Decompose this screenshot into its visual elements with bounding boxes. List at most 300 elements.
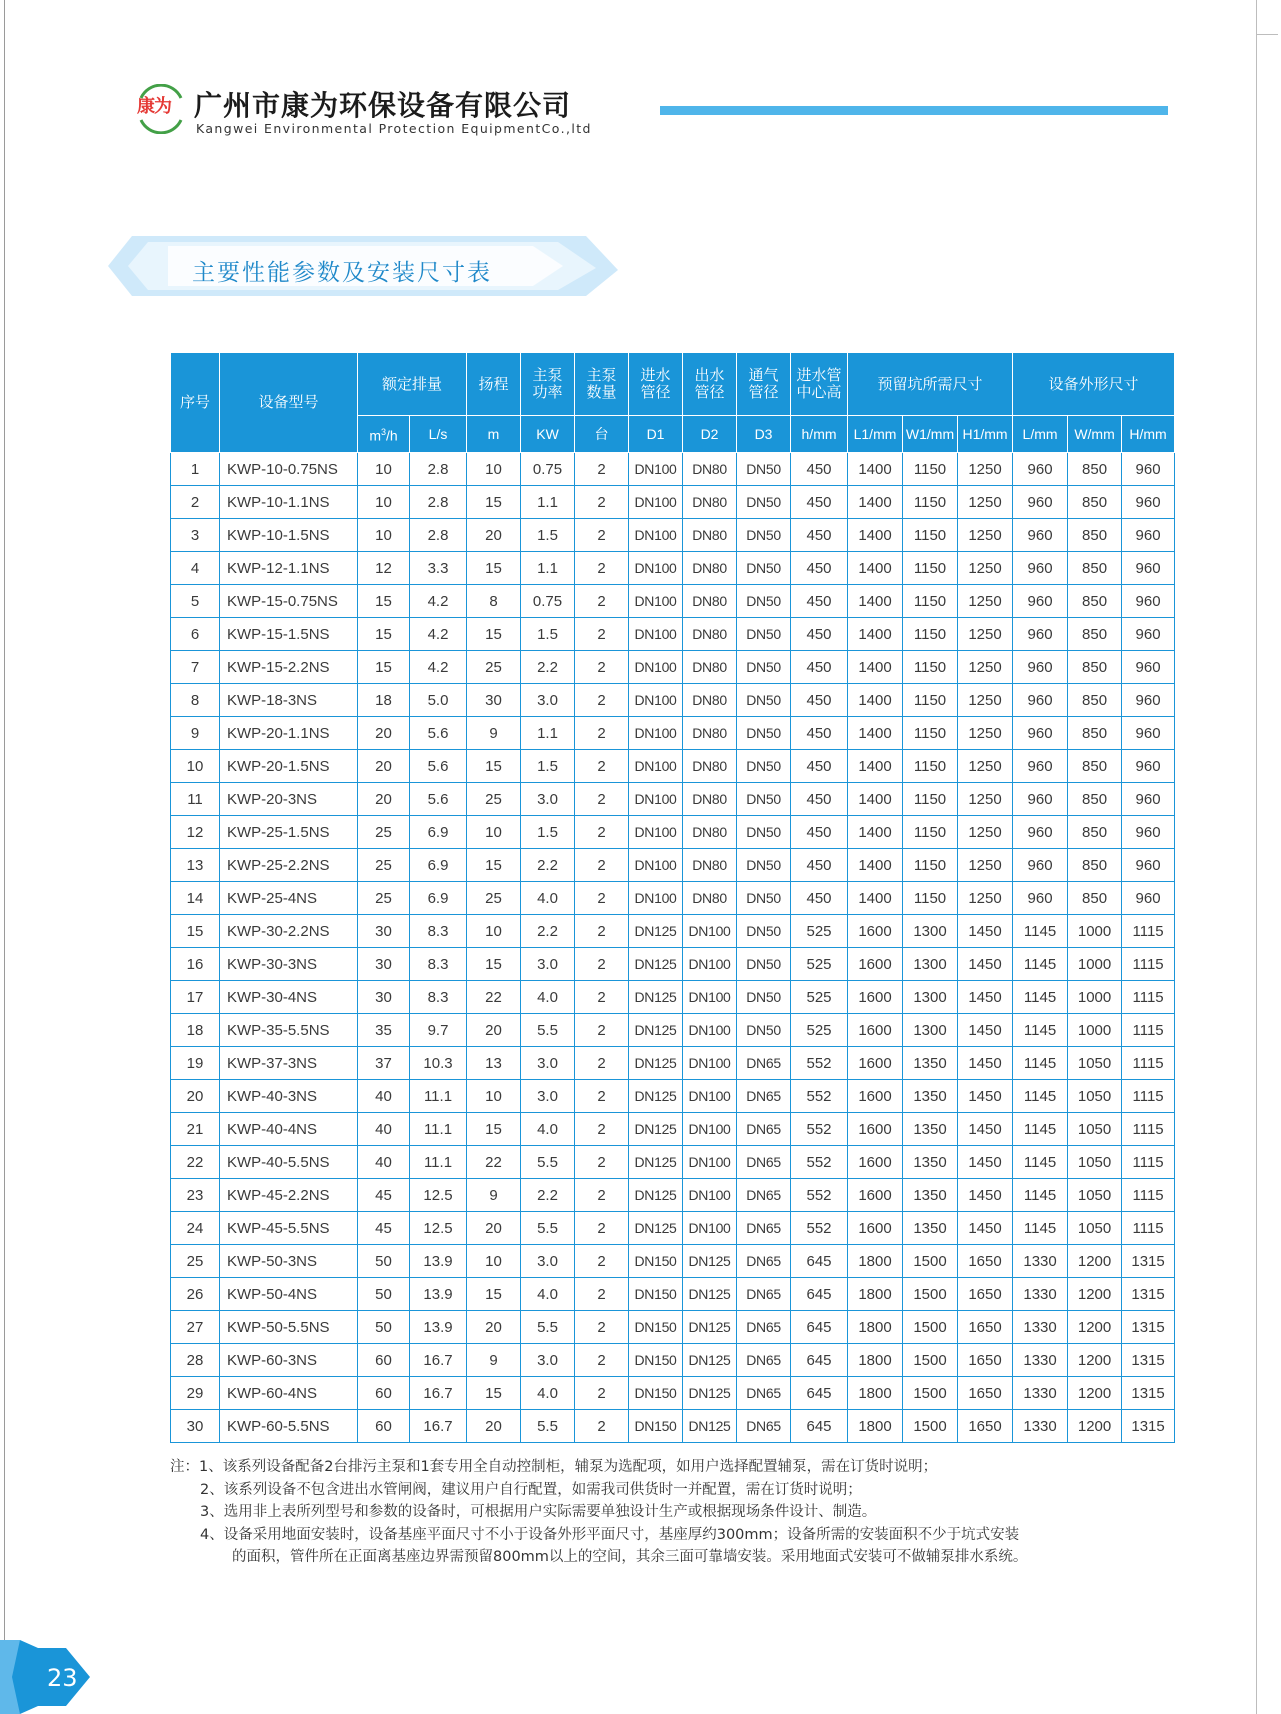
cell-flow-m3h: 40 (358, 1113, 410, 1146)
cell-h1: 1450 (958, 981, 1013, 1014)
cell-h-total: 1115 (1122, 981, 1175, 1014)
table-row (171, 750, 1175, 783)
cell-head: 15 (467, 552, 521, 585)
unit-count: 台 (575, 416, 629, 453)
cell-w: 1050 (1068, 1212, 1122, 1245)
cell-flow-ls: 16.7 (410, 1410, 467, 1443)
cell-w1: 1150 (903, 585, 958, 618)
table-row (171, 1080, 1175, 1113)
cell-model: KWP-30-3NS (220, 948, 358, 981)
cell-power: 5.5 (521, 1212, 575, 1245)
cell-flow-m3h: 60 (358, 1410, 410, 1443)
cell-model: KWP-10-1.1NS (220, 486, 358, 519)
cell-w1: 1300 (903, 1014, 958, 1047)
cell-head: 20 (467, 1311, 521, 1344)
cell-l: 1145 (1013, 948, 1068, 981)
cell-index: 24 (171, 1212, 220, 1245)
cell-head: 25 (467, 882, 521, 915)
cell-d1: DN125 (629, 1080, 683, 1113)
cell-power: 2.2 (521, 651, 575, 684)
cell-h1: 1250 (958, 684, 1013, 717)
cell-head: 13 (467, 1047, 521, 1080)
table-row (171, 1146, 1175, 1179)
cell-count: 2 (575, 849, 629, 882)
cell-d2: DN80 (683, 552, 737, 585)
cell-d3: DN50 (737, 783, 791, 816)
cell-power: 3.0 (521, 1245, 575, 1278)
cell-h: 450 (791, 684, 848, 717)
table-row (171, 981, 1175, 1014)
cell-index: 29 (171, 1377, 220, 1410)
col-header-pump-count: 主泵数量 (575, 353, 629, 416)
cell-flow-m3h: 50 (358, 1245, 410, 1278)
cell-h1: 1650 (958, 1245, 1013, 1278)
cell-l1: 1600 (848, 1014, 903, 1047)
cell-head: 22 (467, 1146, 521, 1179)
cell-flow-ls: 5.6 (410, 717, 467, 750)
cell-flow-m3h: 18 (358, 684, 410, 717)
table-row (171, 1179, 1175, 1212)
cell-l1: 1600 (848, 981, 903, 1014)
cell-h-total: 960 (1122, 519, 1175, 552)
cell-head: 10 (467, 1245, 521, 1278)
cell-l1: 1600 (848, 1080, 903, 1113)
cell-h1: 1250 (958, 816, 1013, 849)
cell-model: KWP-10-1.5NS (220, 519, 358, 552)
cell-d3: DN50 (737, 651, 791, 684)
cell-flow-m3h: 35 (358, 1014, 410, 1047)
cell-d1: DN100 (629, 519, 683, 552)
cell-h: 552 (791, 1179, 848, 1212)
cell-d2: DN125 (683, 1278, 737, 1311)
cell-h-total: 960 (1122, 816, 1175, 849)
cell-d2: DN80 (683, 684, 737, 717)
cell-l: 1330 (1013, 1311, 1068, 1344)
cell-head: 30 (467, 684, 521, 717)
cell-l: 960 (1013, 783, 1068, 816)
cell-count: 2 (575, 552, 629, 585)
spec-table (170, 352, 1175, 1443)
page-frame-corner (1256, 34, 1278, 35)
cell-w1: 1150 (903, 750, 958, 783)
cell-d2: DN125 (683, 1410, 737, 1443)
cell-power: 2.2 (521, 915, 575, 948)
cell-model: KWP-18-3NS (220, 684, 358, 717)
cell-w1: 1150 (903, 816, 958, 849)
table-header-row (171, 353, 1175, 416)
cell-d1: DN125 (629, 1179, 683, 1212)
cell-d3: DN50 (737, 717, 791, 750)
cell-power: 4.0 (521, 1377, 575, 1410)
unit-d1: D1 (629, 416, 683, 453)
cell-w1: 1300 (903, 915, 958, 948)
cell-power: 1.1 (521, 717, 575, 750)
unit-w1: W1/mm (903, 416, 958, 453)
cell-flow-ls: 8.3 (410, 981, 467, 1014)
cell-l1: 1400 (848, 486, 903, 519)
unit-l1: L1/mm (848, 416, 903, 453)
cell-d3: DN50 (737, 453, 791, 486)
cell-h1: 1250 (958, 882, 1013, 915)
note-1: 注：1、该系列设备配备2台排污主泵和1套专用全自动控制柜，辅泵为选配项，如用户选择配置辅泵，需在订货时说明； (170, 1459, 938, 1475)
note-2: 2、该系列设备不包含进出水管闸阀，建议用户自行配置，如需我司供货时一并配置，需在订货时说明； (200, 1481, 862, 1498)
cell-w1: 1500 (903, 1278, 958, 1311)
cell-h: 450 (791, 816, 848, 849)
cell-h1: 1250 (958, 750, 1013, 783)
cell-d2: DN80 (683, 750, 737, 783)
cell-index: 30 (171, 1410, 220, 1443)
cell-flow-m3h: 10 (358, 486, 410, 519)
cell-d3: DN65 (737, 1410, 791, 1443)
page-frame-left (4, 0, 5, 1714)
cell-h: 450 (791, 783, 848, 816)
cell-flow-ls: 13.9 (410, 1245, 467, 1278)
cell-model: KWP-20-3NS (220, 783, 358, 816)
cell-power: 5.5 (521, 1014, 575, 1047)
cell-d1: DN125 (629, 1047, 683, 1080)
cell-power: 1.1 (521, 486, 575, 519)
cell-l1: 1400 (848, 585, 903, 618)
cell-l1: 1600 (848, 1113, 903, 1146)
cell-d2: DN125 (683, 1377, 737, 1410)
cell-index: 25 (171, 1245, 220, 1278)
cell-count: 2 (575, 1212, 629, 1245)
cell-flow-ls: 16.7 (410, 1344, 467, 1377)
cell-d1: DN100 (629, 717, 683, 750)
cell-h1: 1650 (958, 1377, 1013, 1410)
cell-h: 645 (791, 1278, 848, 1311)
cell-l: 1145 (1013, 1212, 1068, 1245)
cell-count: 2 (575, 519, 629, 552)
cell-h1: 1250 (958, 486, 1013, 519)
cell-count: 2 (575, 453, 629, 486)
cell-head: 10 (467, 816, 521, 849)
cell-d1: DN100 (629, 651, 683, 684)
cell-d3: DN65 (737, 1344, 791, 1377)
col-header-head: 扬程 (467, 353, 521, 416)
cell-w: 1050 (1068, 1179, 1122, 1212)
cell-w: 1000 (1068, 948, 1122, 981)
cell-count: 2 (575, 618, 629, 651)
unit-flow-ls: L/s (410, 416, 467, 453)
cell-count: 2 (575, 1377, 629, 1410)
cell-index: 20 (171, 1080, 220, 1113)
cell-model: KWP-25-2.2NS (220, 849, 358, 882)
cell-w1: 1150 (903, 783, 958, 816)
note-3: 3、选用非上表所列型号和参数的设备时，可根据用户实际需要单独设计生产或根据现场条件设计、制造。 (200, 1504, 877, 1520)
table-row (171, 486, 1175, 519)
cell-h-total: 1115 (1122, 948, 1175, 981)
cell-l: 1145 (1013, 1146, 1068, 1179)
cell-h-total: 960 (1122, 486, 1175, 519)
cell-flow-ls: 6.9 (410, 882, 467, 915)
cell-index: 12 (171, 816, 220, 849)
cell-d3: DN50 (737, 684, 791, 717)
cell-d1: DN150 (629, 1311, 683, 1344)
cell-count: 2 (575, 882, 629, 915)
cell-l1: 1400 (848, 783, 903, 816)
cell-l1: 1400 (848, 750, 903, 783)
table-row (171, 1245, 1175, 1278)
cell-d1: DN100 (629, 585, 683, 618)
cell-head: 9 (467, 717, 521, 750)
table-row (171, 552, 1175, 585)
cell-flow-ls: 2.8 (410, 486, 467, 519)
cell-model: KWP-60-3NS (220, 1344, 358, 1377)
cell-w: 850 (1068, 717, 1122, 750)
cell-flow-m3h: 10 (358, 453, 410, 486)
cell-power: 4.0 (521, 981, 575, 1014)
cell-model: KWP-15-2.2NS (220, 651, 358, 684)
cell-w1: 1350 (903, 1179, 958, 1212)
cell-d2: DN80 (683, 849, 737, 882)
cell-flow-m3h: 15 (358, 651, 410, 684)
cell-power: 3.0 (521, 783, 575, 816)
cell-h-total: 960 (1122, 717, 1175, 750)
cell-h1: 1450 (958, 948, 1013, 981)
cell-h1: 1250 (958, 717, 1013, 750)
cell-w: 850 (1068, 783, 1122, 816)
cell-flow-ls: 2.8 (410, 453, 467, 486)
cell-w1: 1500 (903, 1311, 958, 1344)
cell-h1: 1250 (958, 552, 1013, 585)
cell-model: KWP-20-1.5NS (220, 750, 358, 783)
cell-d1: DN150 (629, 1344, 683, 1377)
cell-l: 1330 (1013, 1377, 1068, 1410)
cell-h1: 1650 (958, 1278, 1013, 1311)
cell-flow-ls: 16.7 (410, 1377, 467, 1410)
cell-d1: DN100 (629, 486, 683, 519)
cell-flow-ls: 5.6 (410, 750, 467, 783)
cell-h-total: 1315 (1122, 1245, 1175, 1278)
cell-h1: 1450 (958, 1146, 1013, 1179)
cell-l: 960 (1013, 651, 1068, 684)
cell-d3: DN65 (737, 1080, 791, 1113)
cell-h1: 1250 (958, 783, 1013, 816)
cell-h1: 1250 (958, 651, 1013, 684)
cell-l: 960 (1013, 519, 1068, 552)
cell-model: KWP-40-4NS (220, 1113, 358, 1146)
cell-l: 1330 (1013, 1245, 1068, 1278)
cell-h-total: 960 (1122, 552, 1175, 585)
page-frame-right (1256, 0, 1257, 1714)
cell-h-total: 960 (1122, 618, 1175, 651)
cell-d3: DN50 (737, 486, 791, 519)
cell-head: 15 (467, 750, 521, 783)
cell-w1: 1350 (903, 1146, 958, 1179)
cell-d1: DN150 (629, 1245, 683, 1278)
cell-w: 850 (1068, 453, 1122, 486)
cell-d1: DN100 (629, 453, 683, 486)
cell-flow-ls: 13.9 (410, 1311, 467, 1344)
cell-l: 1145 (1013, 1179, 1068, 1212)
cell-count: 2 (575, 1344, 629, 1377)
cell-index: 21 (171, 1113, 220, 1146)
cell-d3: DN50 (737, 948, 791, 981)
col-header-dims: 设备外形尺寸 (1013, 353, 1175, 416)
cell-d1: DN125 (629, 1146, 683, 1179)
cell-index: 7 (171, 651, 220, 684)
cell-l: 960 (1013, 816, 1068, 849)
cell-h: 450 (791, 453, 848, 486)
cell-d2: DN80 (683, 882, 737, 915)
company-name-en: Kangwei Environmental Protection EquipmentCo.,ltd (196, 121, 592, 136)
cell-h1: 1450 (958, 915, 1013, 948)
cell-flow-ls: 9.7 (410, 1014, 467, 1047)
table-row (171, 618, 1175, 651)
note-4: 4、设备采用地面安装时，设备基座平面尺寸不小于设备外形平面尺寸，基座厚约300mm；设备所需的安装面积不少于坑式安装 (200, 1526, 1020, 1543)
cell-h: 645 (791, 1344, 848, 1377)
cell-index: 8 (171, 684, 220, 717)
cell-l1: 1400 (848, 519, 903, 552)
cell-index: 16 (171, 948, 220, 981)
cell-h1: 1650 (958, 1410, 1013, 1443)
col-header-flow: 额定排量 (358, 353, 467, 416)
cell-flow-m3h: 50 (358, 1311, 410, 1344)
cell-d1: DN100 (629, 750, 683, 783)
table-row (171, 1410, 1175, 1443)
cell-l: 1330 (1013, 1410, 1068, 1443)
cell-count: 2 (575, 1410, 629, 1443)
cell-l: 960 (1013, 453, 1068, 486)
cell-l: 960 (1013, 882, 1068, 915)
cell-index: 6 (171, 618, 220, 651)
cell-flow-m3h: 15 (358, 585, 410, 618)
cell-head: 20 (467, 1410, 521, 1443)
cell-h-total: 960 (1122, 783, 1175, 816)
cell-h1: 1250 (958, 585, 1013, 618)
cell-h-total: 1115 (1122, 1014, 1175, 1047)
cell-head: 20 (467, 519, 521, 552)
cell-flow-ls: 12.5 (410, 1179, 467, 1212)
cell-w1: 1500 (903, 1245, 958, 1278)
cell-w1: 1150 (903, 717, 958, 750)
unit-flow-m3h: $m^3/h$ (358, 416, 410, 453)
unit-h-mm: h/mm (791, 416, 848, 453)
cell-flow-m3h: 45 (358, 1212, 410, 1245)
cell-d2: DN100 (683, 981, 737, 1014)
cell-index: 11 (171, 783, 220, 816)
cell-count: 2 (575, 915, 629, 948)
cell-h1: 1650 (958, 1344, 1013, 1377)
cell-d3: DN65 (737, 1377, 791, 1410)
cell-h-total: 960 (1122, 585, 1175, 618)
table-row (171, 1344, 1175, 1377)
cell-l1: 1400 (848, 684, 903, 717)
cell-count: 2 (575, 981, 629, 1014)
cell-flow-ls: 8.3 (410, 948, 467, 981)
cell-index: 10 (171, 750, 220, 783)
cell-head: 20 (467, 1212, 521, 1245)
cell-power: 5.5 (521, 1410, 575, 1443)
cell-flow-m3h: 20 (358, 783, 410, 816)
table-row (171, 948, 1175, 981)
table-row (171, 651, 1175, 684)
cell-model: KWP-37-3NS (220, 1047, 358, 1080)
cell-h: 450 (791, 849, 848, 882)
cell-head: 15 (467, 1278, 521, 1311)
cell-w: 1050 (1068, 1146, 1122, 1179)
cell-d2: DN100 (683, 1179, 737, 1212)
cell-count: 2 (575, 1278, 629, 1311)
cell-head: 15 (467, 618, 521, 651)
cell-model: KWP-60-5.5NS (220, 1410, 358, 1443)
cell-flow-ls: 4.2 (410, 585, 467, 618)
cell-power: 4.0 (521, 1113, 575, 1146)
cell-d1: DN150 (629, 1410, 683, 1443)
cell-flow-m3h: 30 (358, 915, 410, 948)
cell-d3: DN50 (737, 750, 791, 783)
cell-h: 450 (791, 717, 848, 750)
cell-h: 552 (791, 1146, 848, 1179)
cell-d3: DN65 (737, 1278, 791, 1311)
cell-d1: DN150 (629, 1278, 683, 1311)
table-body (171, 453, 1175, 1443)
cell-l: 960 (1013, 750, 1068, 783)
cell-h: 450 (791, 750, 848, 783)
cell-power: 3.0 (521, 1344, 575, 1377)
table-row (171, 453, 1175, 486)
cell-w1: 1150 (903, 849, 958, 882)
cell-d2: DN80 (683, 816, 737, 849)
cell-h-total: 960 (1122, 849, 1175, 882)
cell-l1: 1600 (848, 948, 903, 981)
cell-count: 2 (575, 1311, 629, 1344)
cell-model: KWP-50-5.5NS (220, 1311, 358, 1344)
cell-count: 2 (575, 1146, 629, 1179)
cell-l: 960 (1013, 486, 1068, 519)
cell-power: 5.5 (521, 1146, 575, 1179)
cell-d3: DN50 (737, 816, 791, 849)
cell-index: 13 (171, 849, 220, 882)
cell-d2: DN100 (683, 1014, 737, 1047)
cell-head: 9 (467, 1179, 521, 1212)
cell-model: KWP-25-4NS (220, 882, 358, 915)
cell-flow-m3h: 25 (358, 882, 410, 915)
cell-w: 1050 (1068, 1047, 1122, 1080)
cell-flow-ls: 11.1 (410, 1080, 467, 1113)
cell-head: 25 (467, 651, 521, 684)
cell-l1: 1600 (848, 1047, 903, 1080)
cell-head: 15 (467, 486, 521, 519)
cell-h: 552 (791, 1113, 848, 1146)
table-row (171, 519, 1175, 552)
col-header-pump-power: 主泵功率 (521, 353, 575, 416)
cell-w1: 1150 (903, 453, 958, 486)
cell-l: 960 (1013, 684, 1068, 717)
unit-w: W/mm (1068, 416, 1122, 453)
cell-power: 1.5 (521, 519, 575, 552)
unit-d3: D3 (737, 416, 791, 453)
cell-d1: DN100 (629, 849, 683, 882)
cell-w: 850 (1068, 585, 1122, 618)
cell-d3: DN50 (737, 981, 791, 1014)
cell-w: 850 (1068, 750, 1122, 783)
cell-h1: 1450 (958, 1113, 1013, 1146)
cell-l1: 1400 (848, 453, 903, 486)
cell-flow-m3h: 25 (358, 849, 410, 882)
cell-d3: DN65 (737, 1113, 791, 1146)
cell-h1: 1250 (958, 519, 1013, 552)
cell-flow-ls: 6.9 (410, 849, 467, 882)
cell-h: 525 (791, 948, 848, 981)
cell-h: 450 (791, 618, 848, 651)
cell-index: 15 (171, 915, 220, 948)
cell-w: 850 (1068, 519, 1122, 552)
cell-w1: 1350 (903, 1080, 958, 1113)
cell-index: 9 (171, 717, 220, 750)
cell-flow-ls: 5.6 (410, 783, 467, 816)
